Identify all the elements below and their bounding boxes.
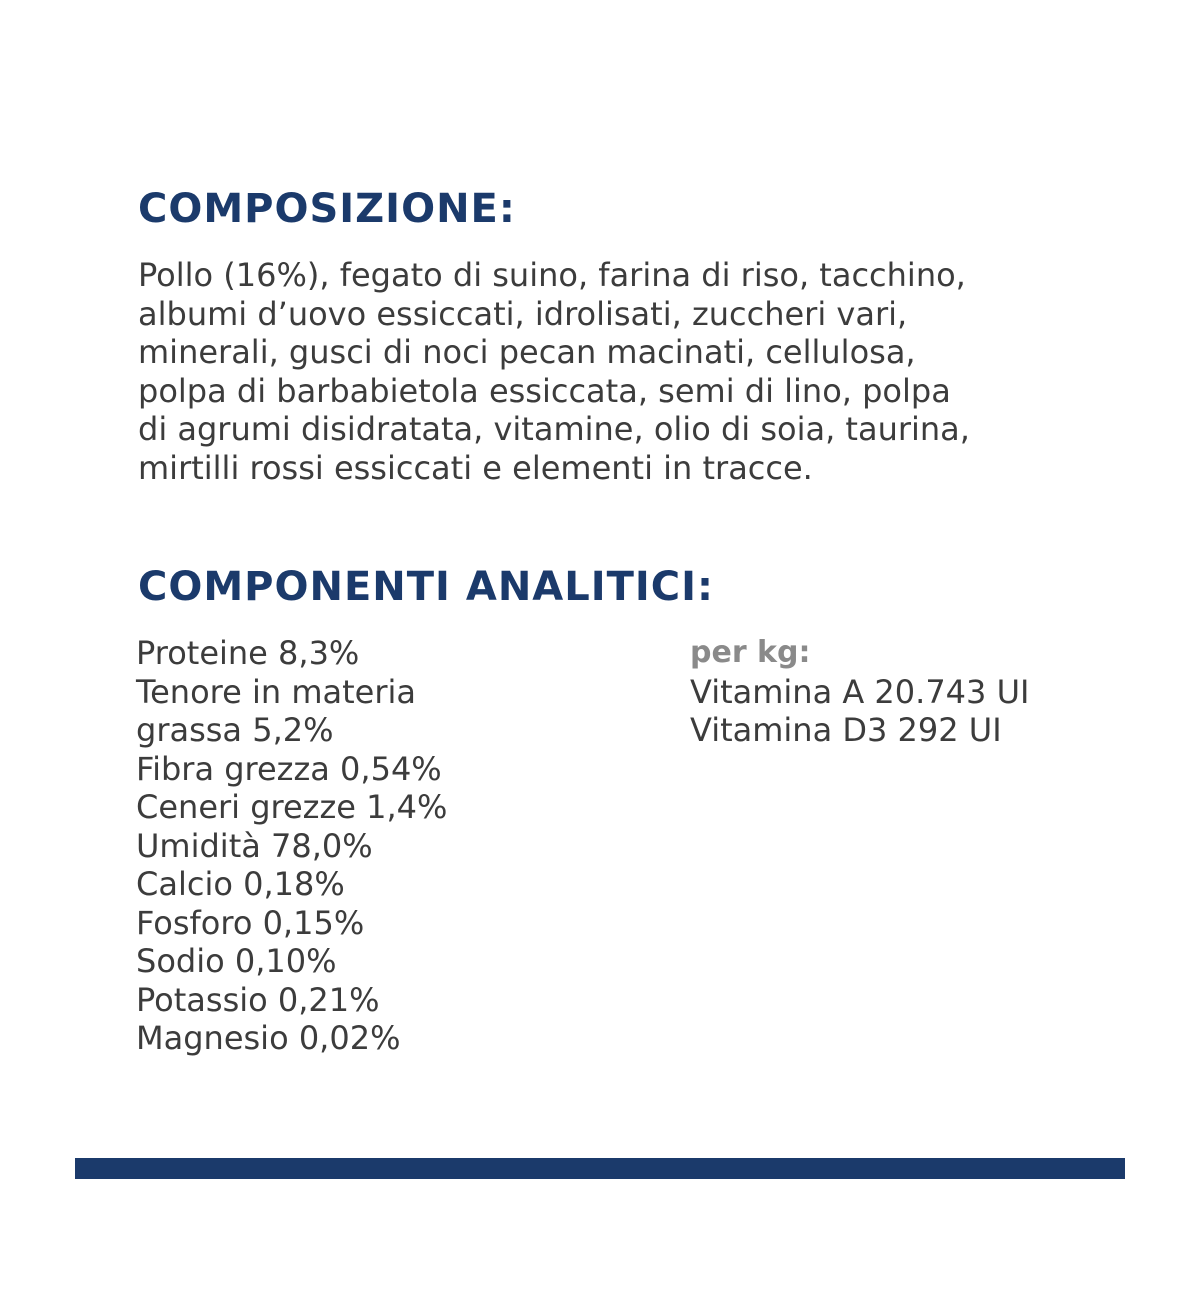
componenti-analitici-heading: COMPONENTI ANALITICI: [138, 564, 715, 610]
vitamins-list [690, 673, 1029, 750]
composizione-line: mirtilli rossi essiccati e elementi in tracce. [138, 448, 813, 487]
analytical-item: Sodio 0,10% [136, 942, 337, 980]
analytical-item: Fibra grezza 0,54% [136, 749, 442, 788]
analytical-item: Potassio 0,21% [136, 980, 380, 1019]
analytical-item: Fosforo 0,15% [136, 903, 365, 942]
analytical-item: Calcio 0,18% [136, 865, 345, 903]
composizione-line: di agrumi disidratata, vitamine, olio di soia, taurina, [138, 410, 970, 448]
composizione-line: Pollo (16%), fegato di suino, farina di riso, tacchino, [138, 256, 966, 294]
analytical-item: Tenore in materia [136, 672, 416, 711]
analytical-item: Umidità 78,0% [136, 826, 373, 865]
analytical-item: Proteine 8,3% [136, 634, 360, 672]
analytical-components-list [136, 634, 447, 1058]
analytical-item: Magnesio 0,02% [136, 1019, 401, 1057]
composizione-text [138, 256, 1098, 487]
composizione-heading: COMPOSIZIONE: [138, 186, 516, 232]
vitamin-item: Vitamina D3 292 UI [690, 711, 1002, 749]
analytical-item: grassa 5,2% [136, 711, 334, 749]
composizione-line: polpa di barbabietola essiccata, semi di lino, polpa [138, 371, 951, 410]
vitamin-item: Vitamina A 20.743 UI [690, 672, 1030, 711]
composizione-line: albumi d’uovo essiccati, idrolisati, zuccheri vari, [138, 294, 908, 333]
composizione-line: minerali, gusci di noci pecan macinati, cellulosa, [138, 333, 916, 371]
bottom-divider-bar [75, 1158, 1125, 1179]
analytical-item: Ceneri grezze 1,4% [136, 788, 448, 826]
vitamins-per-kg [690, 634, 1029, 750]
per-kg-label: per kg: [690, 635, 811, 670]
